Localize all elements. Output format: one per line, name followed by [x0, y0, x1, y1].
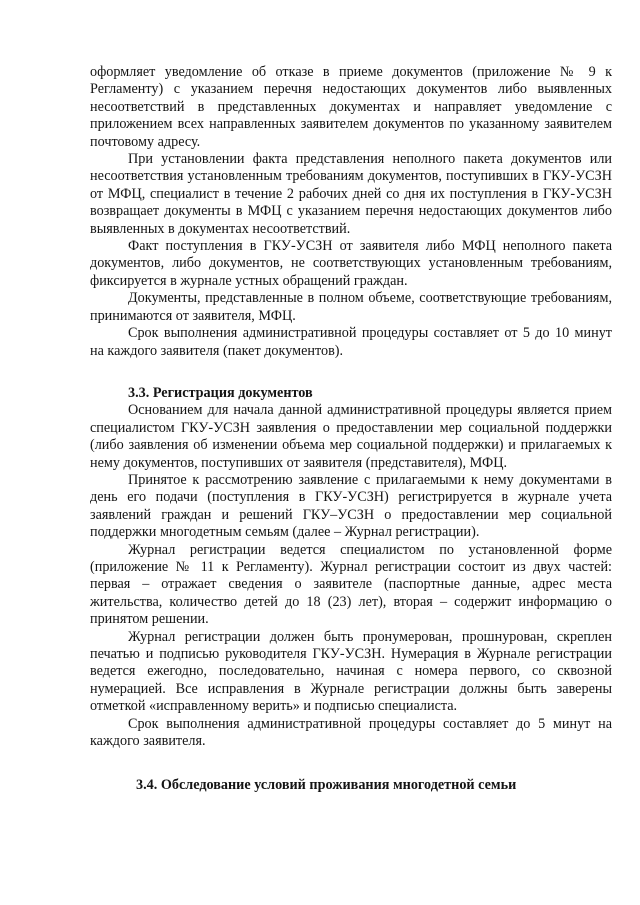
paragraph-3-3-journal-numbering: Журнал регистрации должен быть пронумерован, прошнурован, скреплен печатью и подписью руководителя ГКУ-УСЗН. Нумерация в Журнале регистрации ведется ежегодно, последовательно, начиная с номера первого, со сквозной нумерацией. Все исправления в Журнале регистрации должны быть заверены отметкой «исправленному верить» и подписью специалиста. — [90, 628, 612, 715]
document-body — [90, 64, 612, 795]
paragraph-3-3-term: Срок выполнения административной процедуры составляет до 5 минут на каждого заявителя. — [90, 715, 612, 750]
section-heading-3-3: 3.3. Регистрация документов — [128, 384, 313, 401]
paragraph-procedure-term: Срок выполнения административной процедуры составляет от 5 до 10 минут на каждого заявителя (пакет документов). — [90, 325, 612, 359]
paragraph-3-3-basis: Основанием для начала данной административной процедуры является прием специалистом ГКУ-УСЗН заявления о предоставлении мер социальной поддержки (либо заявления об изменении объема мер социальной поддержки) и прилагаемых к нему документов, поступивших от заявителя (представителя), МФЦ. — [90, 402, 612, 471]
paragraph-fact-receipt: Факт поступления в ГКУ-УСЗН от заявителя либо МФЦ неполного пакета документов, либо документов, не соответствующих установленным требованиям, фиксируется в журнале устных обращений граждан. — [90, 238, 612, 289]
paragraph-incomplete-package: При установлении факта представления неполного пакета документов или несоответствия установленным требованиям документов, поступивших в ГКУ-УСЗН от МФЦ, специалист в течение 2 рабочих дней со дня их поступления в ГКУ-УСЗН возвращает документы в МФЦ с указанием перечня недостающих документов либо выявленных в документах несоответствий. — [90, 151, 612, 237]
paragraph-documents-accepted: Документы, представленные в полном объеме, соответствующие требованиям, принимаются от заявителя, МФЦ. — [90, 290, 612, 324]
paragraph-3-3-registration: Принятое к рассмотрению заявление с прилагаемыми к нему документами в день его подачи (поступления в ГКУ-УСЗН) регистрируется в журнале учета заявлений граждан и решений ГКУ–УСЗН о предоставлении мер социальной поддержки многодетным семьям (далее – Журнал регистрации). — [90, 471, 612, 541]
paragraph-intro-continuation: оформляет уведомление об отказе в приеме документов (приложение № 9 к Регламенту) с указанием перечня недостающих документов либо выявленных несоответствий в представленных документах и направляет уведомление с приложением всех направленных заявителем документов по указанному заявителем почтовому адресу. — [90, 64, 612, 150]
section-heading-3-4: 3.4. Обследование условий проживания многодетной семьи — [136, 777, 517, 794]
paragraph-3-3-journal-form: Журнал регистрации ведется специалистом по установленной форме (приложение № 11 к Регламенту). Журнал регистрации состоит из двух частей: первая – отражает сведения о заявителе (паспортные данные, адрес места жительства, количество детей до 18 (23) лет), вторая – содержит информацию о принятом решении. — [90, 541, 612, 628]
